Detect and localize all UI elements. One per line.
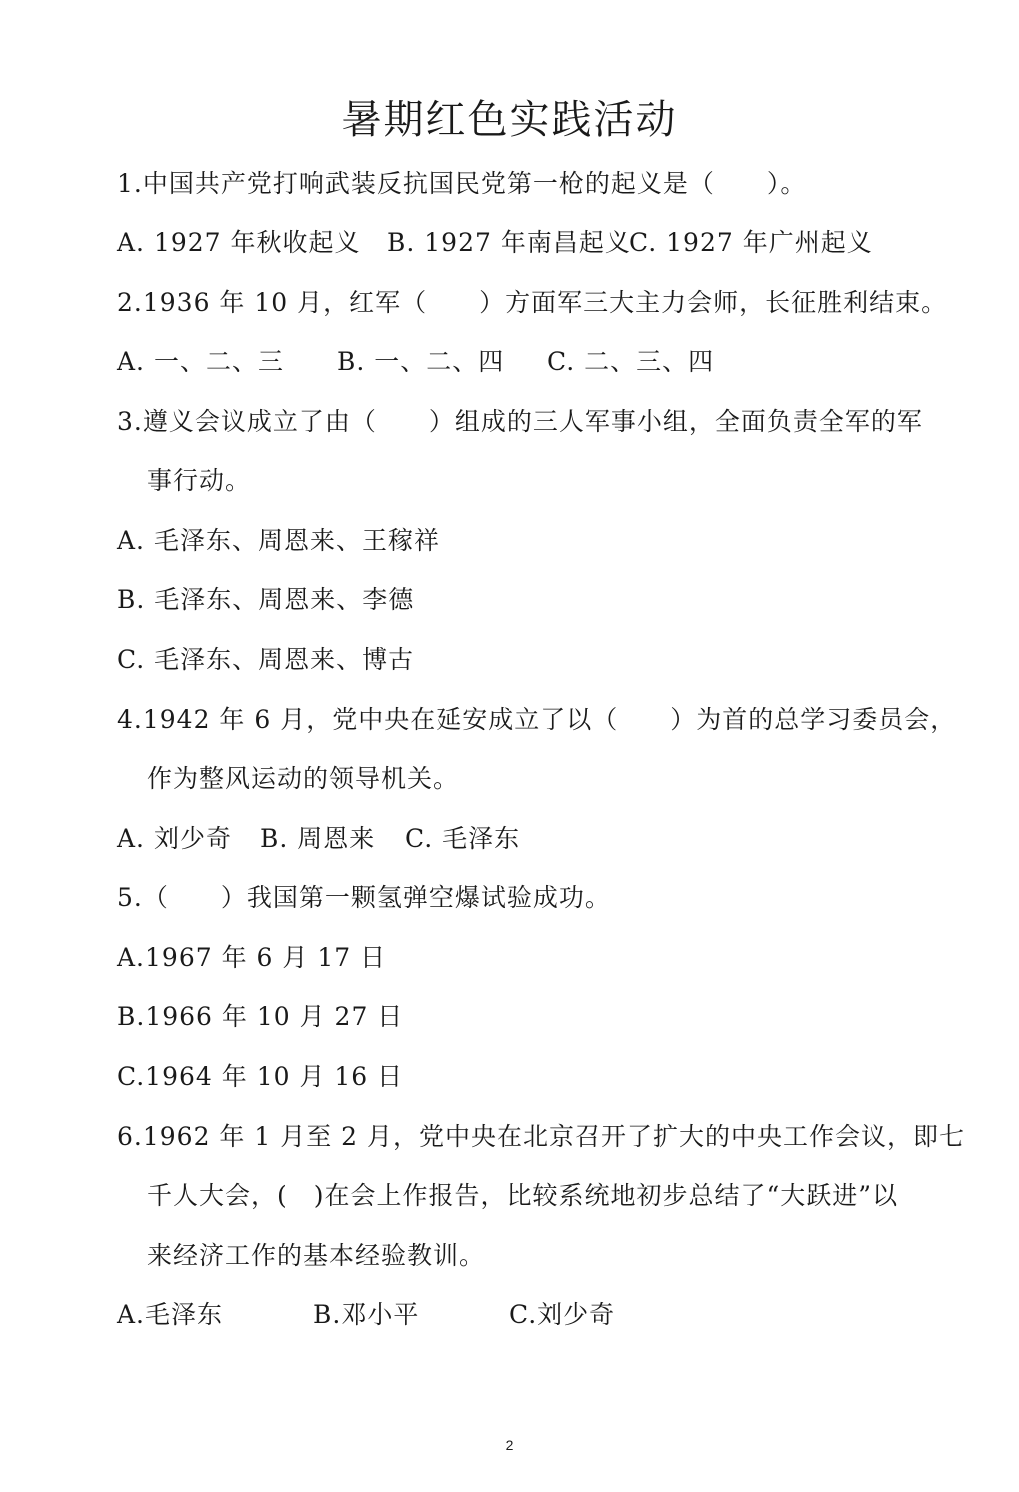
question-5-option-c: C.1964 年 10 月 16 日 <box>117 1062 404 1091</box>
page-number: 2 <box>505 1437 514 1453</box>
question-4-options <box>117 822 959 856</box>
question-6-stem: 6.1962 年 1 月至 2 月，党中央在北京召开了扩大的中央工作会议，即七 <box>117 1122 966 1151</box>
question-3-stem-continued: 事行动。 <box>147 466 252 495</box>
option-a: A.毛泽东 <box>117 1300 224 1329</box>
question-2-options <box>117 345 959 379</box>
option-b: B. 1927 年南昌起义 <box>387 228 631 257</box>
option-b: B. 一、二、四 <box>337 347 505 376</box>
question-5-option-b: B.1966 年 10 月 27 日 <box>117 1002 404 1031</box>
option-a: A. 刘少奇 <box>117 824 232 853</box>
option-c: C. 1927 年广州起义 <box>629 228 873 257</box>
option-c: C. 二、三、四 <box>547 347 715 376</box>
option-b: B. 周恩来 <box>260 824 376 853</box>
question-1-stem: 1.中国共产党打响武装反抗国民党第一枪的起义是（ ）。 <box>117 169 807 198</box>
option-c: C. 毛泽东 <box>405 824 521 853</box>
page-title: 暑期红色实践活动 <box>341 97 678 143</box>
question-2-stem: 2.1936 年 10 月，红军（ ）方面军三大主力会师，长征胜利结束。 <box>117 288 948 317</box>
option-b: B.邓小平 <box>313 1300 420 1329</box>
question-3-option-a: A. 毛泽东、周恩来、王稼祥 <box>117 526 440 555</box>
question-3-option-b: B. 毛泽东、周恩来、李德 <box>117 585 415 614</box>
question-1-options <box>117 226 959 260</box>
question-6-options <box>117 1298 959 1332</box>
option-a: A. 1927 年秋收起义 <box>117 228 361 257</box>
question-6-stem-continued: 千人大会，( )在会上作报告，比较系统地初步总结了“大跃进”以 <box>147 1181 899 1210</box>
question-6-stem-end: 来经济工作的基本经验教训。 <box>147 1241 486 1270</box>
question-3-stem: 3.遵义会议成立了由（ ）组成的三人军事小组，全面负责全军的军 <box>117 407 923 436</box>
question-3-option-c: C. 毛泽东、周恩来、博古 <box>117 645 415 674</box>
question-5-option-a: A.1967 年 6 月 17 日 <box>117 943 387 972</box>
option-c: C.刘少奇 <box>509 1300 616 1329</box>
question-4-stem: 4.1942 年 6 月，党中央在延安成立了以（ ）为首的总学习委员会， <box>117 705 957 734</box>
question-4-stem-continued: 作为整风运动的领导机关。 <box>147 764 460 793</box>
question-5-stem: 5.（ ）我国第一颗氢弹空爆试验成功。 <box>117 883 611 912</box>
option-a: A. 一、二、三 <box>117 347 284 376</box>
